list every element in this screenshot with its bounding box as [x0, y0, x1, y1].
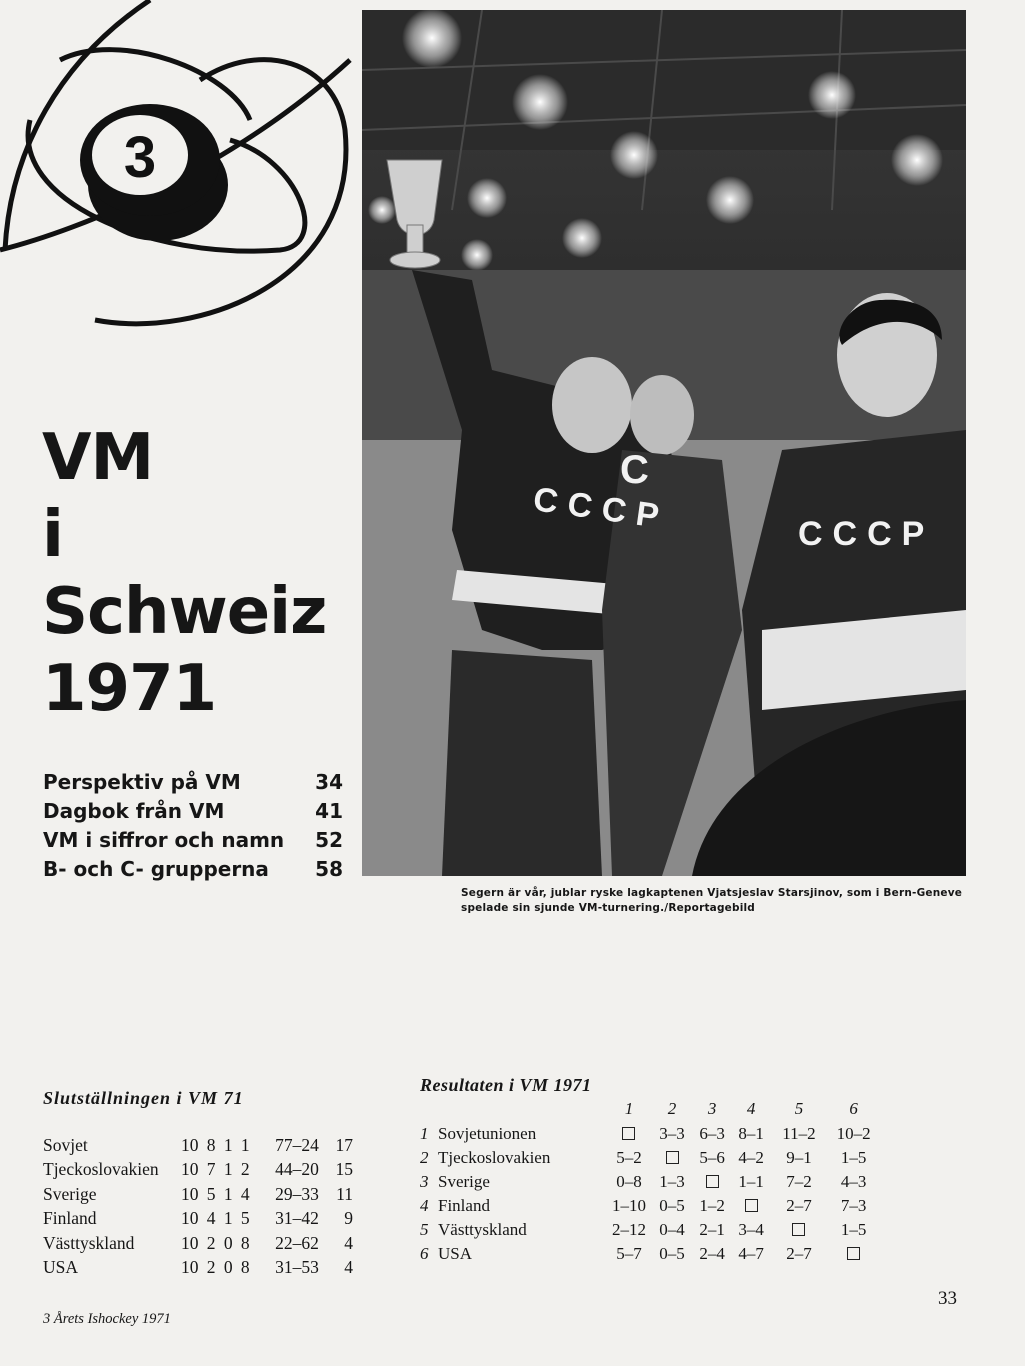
results-score: 4–2 — [738, 1148, 764, 1167]
toc-item[interactable] — [43, 797, 343, 826]
standings-t: 1 — [223, 1208, 233, 1229]
empty-box-icon — [666, 1151, 679, 1164]
results-score: 1–2 — [699, 1196, 725, 1215]
results-section — [420, 1075, 880, 1266]
standings-goals: 31–42 — [275, 1208, 319, 1229]
standings-gp: 10 — [180, 1208, 199, 1229]
standings-goals: 77–24 — [275, 1134, 319, 1155]
standings-w: 8 — [206, 1134, 216, 1155]
standings-gp: 10 — [180, 1257, 199, 1278]
standings-t: 1 — [223, 1183, 233, 1204]
results-score: 2–4 — [699, 1244, 725, 1263]
results-team-number: 3 — [420, 1172, 429, 1191]
page-title — [42, 420, 352, 728]
results-score: 2–1 — [699, 1220, 725, 1239]
results-score: 1–3 — [659, 1172, 685, 1191]
standings-team: Sverige — [43, 1183, 97, 1204]
standings-gp: 10 — [180, 1159, 199, 1180]
results-score: 4–3 — [840, 1172, 867, 1191]
results-score: 1–10 — [611, 1196, 646, 1215]
footer-text: 3 Årets Ishockey 1971 — [43, 1311, 171, 1327]
results-column-header: 2 — [667, 1099, 677, 1118]
standings-t: 1 — [223, 1134, 233, 1155]
results-self-box — [771, 1218, 827, 1242]
title-line: 1971 — [42, 652, 217, 726]
title-line: i — [42, 498, 63, 572]
standings-w: 7 — [206, 1159, 216, 1180]
results-team-number: 1 — [420, 1124, 429, 1143]
jersey-text-right: CCCP — [798, 515, 935, 553]
results-team — [420, 1218, 606, 1242]
results-score: 3–4 — [738, 1220, 764, 1239]
standings-goals: 44–20 — [275, 1159, 319, 1180]
results-team — [420, 1194, 606, 1218]
results-team-number: 4 — [420, 1196, 429, 1215]
standings-t: 0 — [223, 1232, 233, 1253]
standings-gp: 10 — [180, 1183, 199, 1204]
results-row — [420, 1122, 880, 1146]
results-team-number: 6 — [420, 1244, 429, 1263]
jersey-text-left: CCCP — [530, 480, 672, 537]
results-score: 0–4 — [659, 1220, 685, 1239]
empty-box-icon — [847, 1247, 860, 1260]
standings-goals: 22–62 — [275, 1232, 319, 1253]
results-team — [420, 1122, 606, 1146]
standings-team: Finland — [43, 1208, 97, 1229]
table-of-contents — [43, 768, 343, 884]
toc-item[interactable] — [43, 768, 343, 797]
standings-row — [43, 1256, 353, 1281]
standings-pts: 4 — [344, 1232, 353, 1253]
results-score: 5–7 — [616, 1244, 642, 1263]
puck-logo — [0, 0, 360, 340]
empty-box-icon — [745, 1199, 758, 1212]
results-score: 10–2 — [836, 1124, 871, 1143]
results-self-box — [652, 1146, 693, 1170]
toc-label: Dagbok från VM — [43, 799, 225, 823]
results-score: 5–6 — [699, 1148, 725, 1167]
results-table — [420, 1096, 880, 1266]
results-team-number: 5 — [420, 1220, 429, 1239]
standings-t: 1 — [223, 1159, 233, 1180]
page-number: 33 — [938, 1288, 957, 1309]
title-line: Schweiz — [42, 575, 327, 649]
standings-team: USA — [43, 1257, 79, 1278]
standings-row — [43, 1133, 353, 1158]
results-score: 7–2 — [786, 1172, 812, 1191]
results-score: 0–5 — [659, 1196, 685, 1215]
results-team-name: Sverige — [438, 1172, 490, 1191]
results-score: 8–1 — [738, 1124, 764, 1143]
results-score: 5–2 — [616, 1148, 642, 1167]
results-score: 11–2 — [782, 1124, 816, 1143]
standings-pts: 11 — [336, 1183, 353, 1204]
photo-caption: Segern är vår, jublar ryske lagkaptenen Vjatsjeslav Starsjinov, som i Bern-Geneve spelade sin sjunde VM-turnering./Reportagebild — [461, 887, 963, 914]
results-title: Resultaten i VM 1971 — [420, 1075, 592, 1095]
results-column-header: 1 — [624, 1099, 634, 1118]
toc-label: VM i siffror och namn — [43, 828, 285, 852]
results-column-header: 4 — [746, 1099, 756, 1118]
logo-number: 3 — [123, 125, 157, 190]
toc-label: Perspektiv på VM — [43, 770, 241, 794]
standings-section — [43, 1088, 353, 1280]
results-score: 0–5 — [659, 1244, 685, 1263]
results-score: 1–5 — [840, 1220, 867, 1239]
results-self-box — [606, 1122, 651, 1146]
standings-row — [43, 1182, 353, 1207]
standings-gp: 10 — [180, 1232, 199, 1253]
results-self-box — [693, 1170, 732, 1194]
results-score: 9–1 — [786, 1148, 812, 1167]
results-column-header: 6 — [849, 1099, 858, 1118]
standings-pts: 9 — [344, 1208, 353, 1229]
results-team-name: USA — [438, 1244, 473, 1263]
empty-box-icon — [792, 1223, 805, 1236]
results-team-number: 2 — [420, 1148, 429, 1167]
results-team-name: Tjeckoslovakien — [438, 1148, 551, 1167]
results-column-header: 5 — [794, 1099, 804, 1118]
results-score: 3–3 — [659, 1124, 685, 1143]
standings-row — [43, 1231, 353, 1256]
results-score: 2–12 — [611, 1220, 646, 1239]
toc-page: 34 — [315, 770, 343, 794]
hero-photo — [362, 10, 966, 876]
results-score: 2–7 — [786, 1196, 812, 1215]
standings-w: 2 — [206, 1232, 216, 1253]
standings-l: 2 — [240, 1159, 250, 1180]
standings-title: Slutställningen i VM 71 — [43, 1088, 244, 1108]
results-score: 4–7 — [738, 1244, 764, 1263]
toc-page: 52 — [315, 828, 343, 852]
results-column-header: 3 — [707, 1099, 717, 1118]
standings-t: 0 — [223, 1257, 233, 1278]
captain-letter: C — [620, 448, 649, 492]
standings-table — [43, 1133, 353, 1280]
results-score: 7–3 — [840, 1196, 867, 1215]
standings-team: Sovjet — [43, 1134, 88, 1155]
standings-row — [43, 1207, 353, 1232]
standings-l: 8 — [240, 1257, 250, 1278]
standings-row — [43, 1158, 353, 1183]
results-team — [420, 1170, 606, 1194]
results-self-box — [732, 1194, 771, 1218]
standings-l: 8 — [240, 1232, 250, 1253]
results-team — [420, 1146, 606, 1170]
standings-pts: 15 — [335, 1159, 353, 1180]
results-row — [420, 1242, 880, 1266]
standings-w: 5 — [206, 1183, 216, 1204]
title-line: VM — [42, 421, 154, 495]
standings-team: Västtyskland — [43, 1232, 135, 1253]
results-team-name: Finland — [438, 1196, 490, 1215]
standings-l: 4 — [240, 1183, 250, 1204]
results-score: 1–5 — [840, 1148, 867, 1167]
results-row — [420, 1170, 880, 1194]
results-score: 0–8 — [616, 1172, 642, 1191]
results-score: 6–3 — [699, 1124, 725, 1143]
results-team-name: Västtyskland — [438, 1220, 527, 1239]
toc-item[interactable] — [43, 855, 343, 884]
results-team-name: Sovjetunionen — [438, 1124, 537, 1143]
toc-page: 41 — [315, 799, 343, 823]
results-score: 2–7 — [786, 1244, 812, 1263]
results-row — [420, 1218, 880, 1242]
standings-pts: 17 — [335, 1134, 353, 1155]
results-team — [420, 1242, 606, 1266]
toc-item[interactable] — [43, 826, 343, 855]
standings-goals: 31–53 — [275, 1257, 319, 1278]
standings-team: Tjeckoslovakien — [43, 1159, 159, 1180]
standings-l: 5 — [240, 1208, 250, 1229]
standings-pts: 4 — [344, 1257, 353, 1278]
results-self-box — [827, 1242, 880, 1266]
toc-page: 58 — [315, 857, 343, 881]
standings-w: 2 — [206, 1257, 216, 1278]
results-row — [420, 1194, 880, 1218]
empty-box-icon — [706, 1175, 719, 1188]
standings-gp: 10 — [180, 1134, 199, 1155]
standings-l: 1 — [240, 1134, 250, 1155]
standings-goals: 29–33 — [275, 1183, 319, 1204]
toc-label: B- och C- grupperna — [43, 857, 269, 881]
results-row — [420, 1146, 880, 1170]
results-score: 1–1 — [738, 1172, 764, 1191]
standings-w: 4 — [206, 1208, 216, 1229]
empty-box-icon — [622, 1127, 635, 1140]
